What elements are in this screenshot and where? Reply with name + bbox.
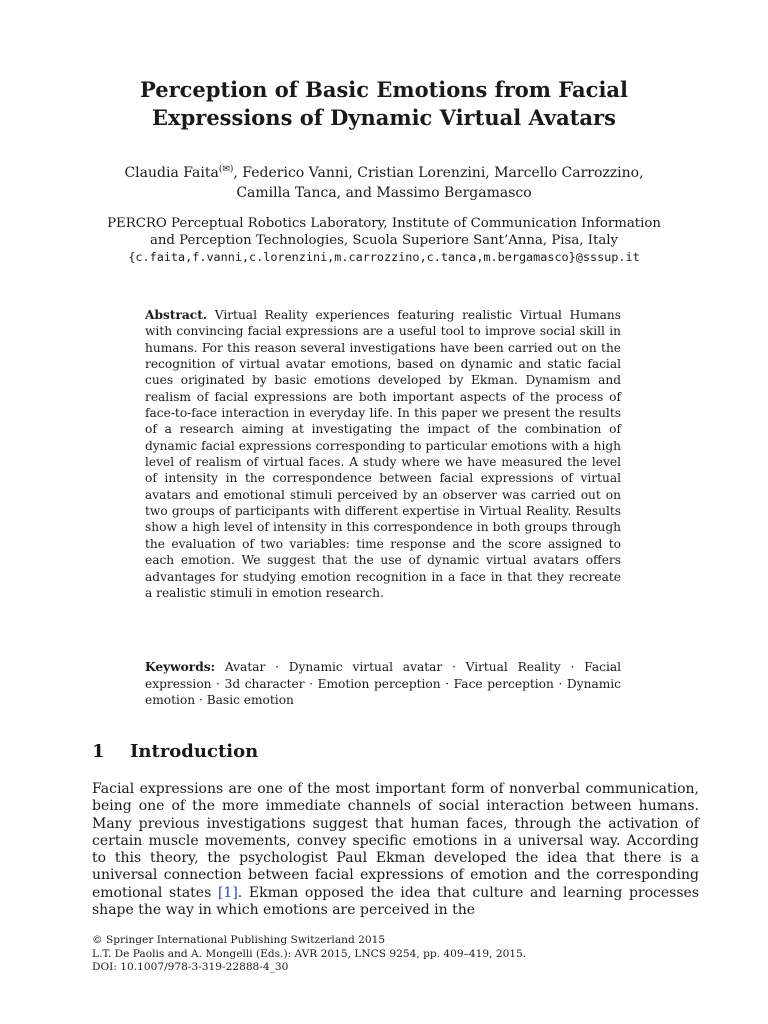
keywords [145, 659, 621, 709]
title-line-1: Perception of Basic Emotions from Facial [139, 77, 629, 102]
affiliation-line-2: and Perception Technologies, Scuola Superiore Sant’Anna, Pisa, Italy [149, 233, 619, 248]
proceedings-info: L.T. De Paolis and A. Mongelli (Eds.): AVR 2015, LNCS 9254, pp. 409–419, 2015. [92, 947, 527, 960]
abstract-label: Abstract. [145, 308, 208, 322]
introduction-paragraph [92, 781, 699, 919]
affiliation [60, 215, 708, 266]
corresponding-author-mark: (✉) [218, 164, 234, 175]
copyright-notice: © Springer International Publishing Switzerland 2015 [92, 934, 386, 946]
abstract-text: Virtual Reality experiences featuring realistic Virtual Humans with convincing facial expressions are a useful tool to improve social skill in humans. For this reason several investigations have been carried out on the recognition of virtual avatar emotions, based on dynamic and static facial cues originated by basic emotions developed by Ekman. Dynamism and realism of facial expressions are both important aspects of the process of face-to-face interaction in everyday life. In this paper we present the results of a research aiming at investigating the impact of the combination of dynamic facial expressions corresponding to particular emotions with a high level of realism of virtual faces. A study where we have measured the level of intensity in the correspondence between facial expressions of virtual avatars and emotional stimuli perceived by an observer was carried out on two groups of participants with different expertise in Virtual Reality. Results show a high level of intensity in this correspondence in both groups through the evaluation of two variables: time response and the score assigned to each emotion. We suggest that the use of dynamic virtual avatars offers advantages for studying emotion recognition in a face in that they recreate a realistic stimuli in emotion research. [145, 308, 622, 600]
keywords-text: Avatar · Dynamic virtual avatar · Virtual Reality · Facial expression · 3d character · Emotion perception · Face perception · Dynamic emotion · Basic emotion [145, 660, 621, 707]
author-list [60, 163, 708, 203]
authors-line-1 [60, 163, 708, 183]
section-title: Introduction [130, 741, 259, 762]
body-text-part-1: Facial expressions are one of the most important form of nonverbal communication, being one of the more immediate channels of social interaction between humans. Many previous investigations suggest that human faces, through the activation of certain muscle movements, convey specific emotions in a universal way. According to this theory, the psychologist Paul Ekman developed the idea that there is a universal connection between facial expressions of emotion and the corresponding emotional states [92, 781, 699, 901]
citation-link[interactable]: [1] [217, 884, 238, 901]
section-heading-introduction [92, 740, 258, 764]
abstract [145, 307, 621, 601]
title-line-2: Expressions of Dynamic Virtual Avatars [152, 105, 616, 130]
first-author: Claudia Faita [124, 165, 219, 181]
publication-footer [92, 934, 699, 975]
paper-title [60, 76, 708, 132]
section-number: 1 [92, 741, 105, 762]
authors-line-1-rest: , Federico Vanni, Cristian Lorenzini, Marcello Carrozzino, [233, 165, 644, 181]
keywords-label: Keywords: [145, 660, 216, 674]
author-emails: {c.faita,f.vanni,c.lorenzini,m.carrozzino,c.tanca,m.bergamasco}@sssup.it [128, 250, 640, 264]
doi: DOI: 10.1007/978-3-319-22888-4_30 [92, 961, 289, 973]
body-text-part-2: . Ekman opposed the idea that culture and learning processes shape the way in which emotions are perceived in the [92, 884, 700, 919]
affiliation-line-1: PERCRO Perceptual Robotics Laboratory, Institute of Communication Information [107, 216, 661, 231]
authors-line-2: Camilla Tanca, and Massimo Bergamasco [236, 185, 532, 201]
